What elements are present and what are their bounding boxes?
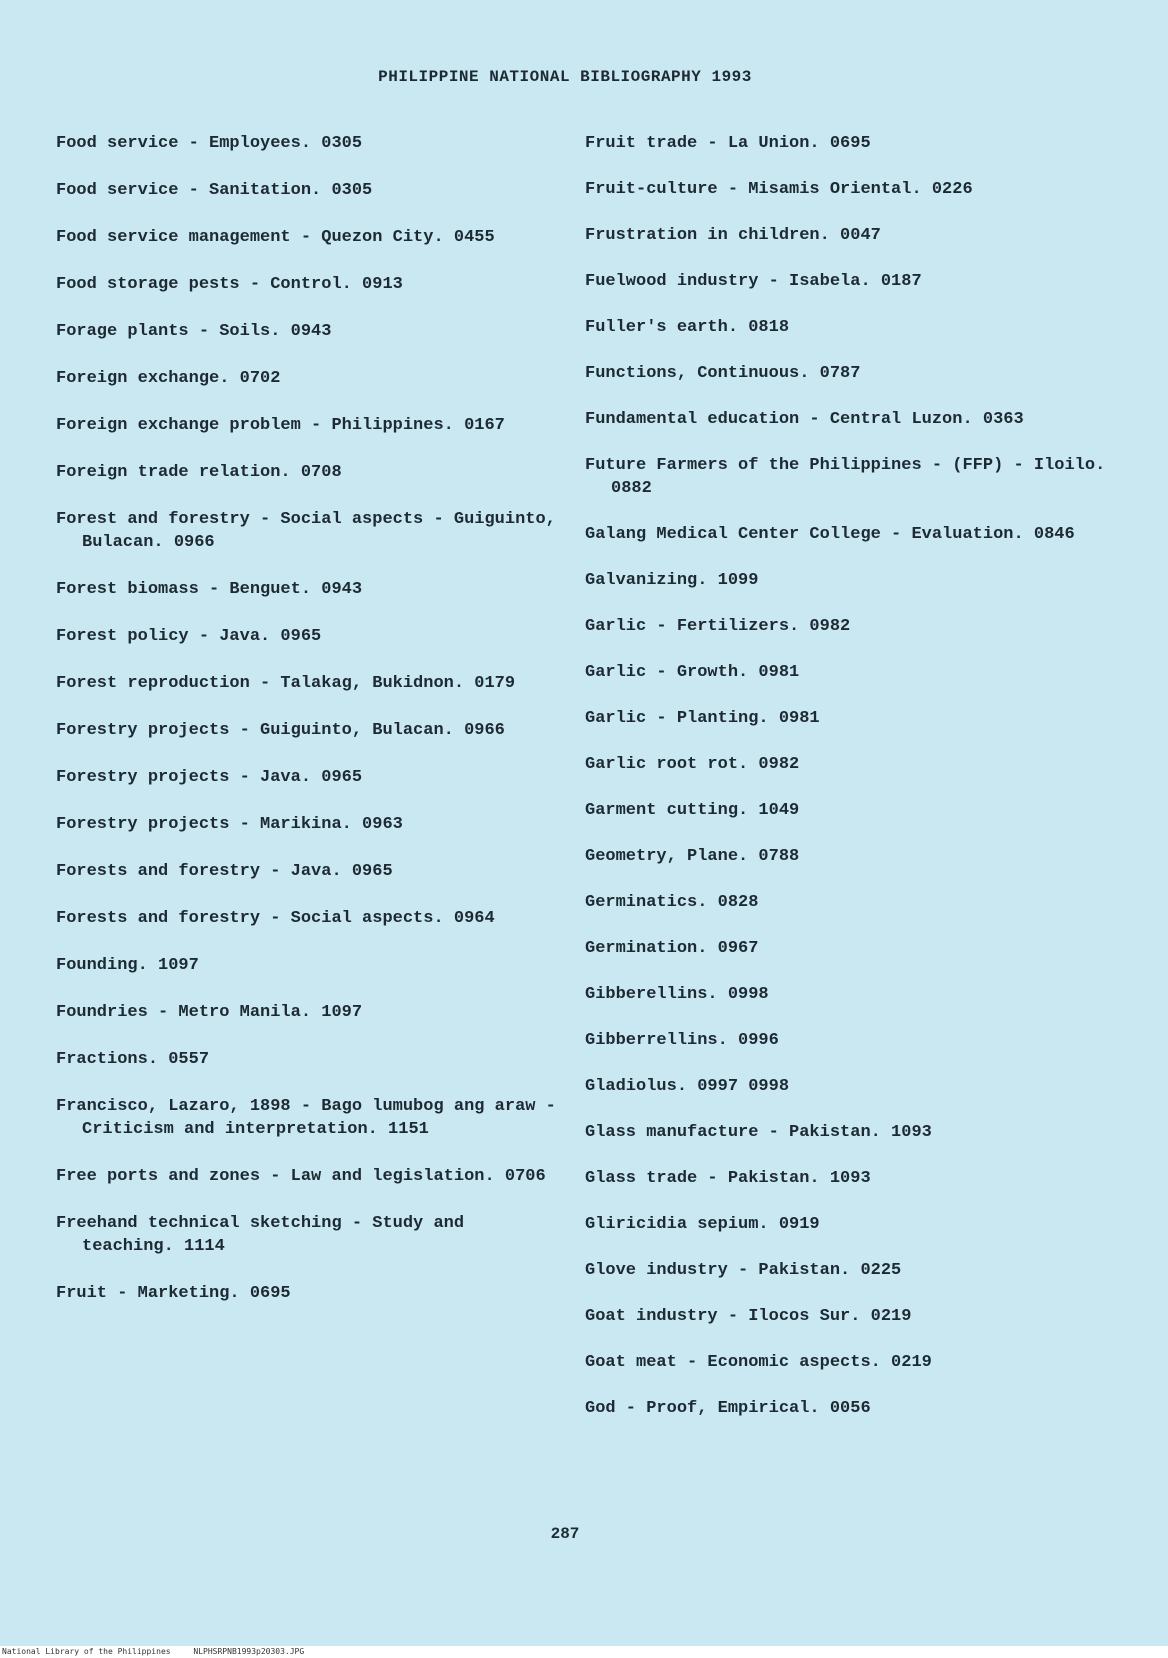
- index-entry: Fruit trade - La Union. 0695: [585, 134, 871, 153]
- index-entry: Forestry projects - Guiguinto, Bulacan. 0966: [56, 721, 505, 740]
- index-entry: Garlic root rot. 0982: [585, 755, 800, 774]
- scan-footer: [0, 1646, 1168, 1658]
- index-entry: Foreign trade relation. 0708: [56, 463, 342, 482]
- index-entry: Foreign exchange. 0702: [56, 369, 281, 388]
- index-entry: Forest policy - Java. 0965: [56, 627, 322, 646]
- index-entry: Food service - Sanitation. 0305: [56, 181, 373, 200]
- index-entry: Future Farmers of the Philippines - (FFP) - Iloilo. 0882: [585, 456, 1106, 498]
- index-entry: Fundamental education - Central Luzon. 0363: [585, 410, 1024, 429]
- index-entry: Goat meat - Economic aspects. 0219: [585, 1353, 932, 1372]
- page-number: 287: [550, 1525, 580, 1543]
- index-entry: Forestry projects - Marikina. 0963: [56, 815, 403, 834]
- index-entry: Francisco, Lazaro, 1898 - Bago lumubog ang araw - Criticism and interpretation. 1151: [56, 1097, 556, 1139]
- index-entry: Forests and forestry - Java. 0965: [56, 862, 393, 881]
- index-entry: Fuelwood industry - Isabela. 0187: [585, 272, 922, 291]
- index-entry: Goat industry - Ilocos Sur. 0219: [585, 1307, 912, 1326]
- index-entry: Forage plants - Soils. 0943: [56, 322, 332, 341]
- index-entry: Galang Medical Center College - Evaluation. 0846: [585, 525, 1075, 544]
- index-entry: Garlic - Growth. 0981: [585, 663, 800, 682]
- index-entry: Freehand technical sketching - Study and teaching. 1114: [56, 1214, 465, 1256]
- index-entry: Forest reproduction - Talakag, Bukidnon. 0179: [56, 674, 516, 693]
- index-entry: Forest and forestry - Social aspects - Guiguinto, Bulacan. 0966: [56, 510, 556, 552]
- index-entry: Galvanizing. 1099: [585, 571, 759, 590]
- index-entry: Fuller's earth. 0818: [585, 318, 790, 337]
- index-entry: Gibberellins. 0998: [585, 985, 769, 1004]
- index-entry: Geometry, Plane. 0788: [585, 847, 800, 866]
- index-entry: Gliricidia sepium. 0919: [585, 1215, 820, 1234]
- index-entry: Glass manufacture - Pakistan. 1093: [585, 1123, 932, 1142]
- index-entry: Garment cutting. 1049: [585, 801, 800, 820]
- footer-library: National Library of the Philippines: [2, 1647, 171, 1656]
- index-entry: Fractions. 0557: [56, 1050, 210, 1069]
- index-entry: Forest biomass - Benguet. 0943: [56, 580, 363, 599]
- index-entry: Fruit - Marketing. 0695: [56, 1284, 291, 1303]
- footer-filename: NLPHSRPNB1993p20303.JPG: [193, 1647, 305, 1656]
- index-entry: Garlic - Fertilizers. 0982: [585, 617, 851, 636]
- page-title: PHILIPPINE NATIONAL BIBLIOGRAPHY 1993: [378, 68, 752, 86]
- index-entry: Foundries - Metro Manila. 1097: [56, 1003, 363, 1022]
- index-entry: Glass trade - Pakistan. 1093: [585, 1169, 871, 1188]
- index-entry: God - Proof, Empirical. 0056: [585, 1399, 871, 1418]
- right-column: [585, 132, 1125, 1443]
- index-entry: Food service - Employees. 0305: [56, 134, 363, 153]
- index-entry: Free ports and zones - Law and legislation. 0706: [56, 1167, 546, 1186]
- index-entry: Gladiolus. 0997 0998: [585, 1077, 790, 1096]
- index-entry: Germinatics. 0828: [585, 893, 759, 912]
- index-entry: Functions, Continuous. 0787: [585, 364, 861, 383]
- index-entry: Germination. 0967: [585, 939, 759, 958]
- index-entry: Glove industry - Pakistan. 0225: [585, 1261, 902, 1280]
- left-column: [56, 132, 556, 1329]
- index-entry: Garlic - Planting. 0981: [585, 709, 820, 728]
- index-entry: Food service management - Quezon City. 0455: [56, 228, 495, 247]
- index-entry: Founding. 1097: [56, 956, 199, 975]
- index-entry: Frustration in children. 0047: [585, 226, 881, 245]
- index-entry: Food storage pests - Control. 0913: [56, 275, 403, 294]
- index-entry: Forestry projects - Java. 0965: [56, 768, 363, 787]
- index-entry: Fruit-culture - Misamis Oriental. 0226: [585, 180, 973, 199]
- index-entry: Foreign exchange problem - Philippines. 0167: [56, 416, 505, 435]
- index-entry: Gibberrellins. 0996: [585, 1031, 779, 1050]
- index-entry: Forests and forestry - Social aspects. 0964: [56, 909, 495, 928]
